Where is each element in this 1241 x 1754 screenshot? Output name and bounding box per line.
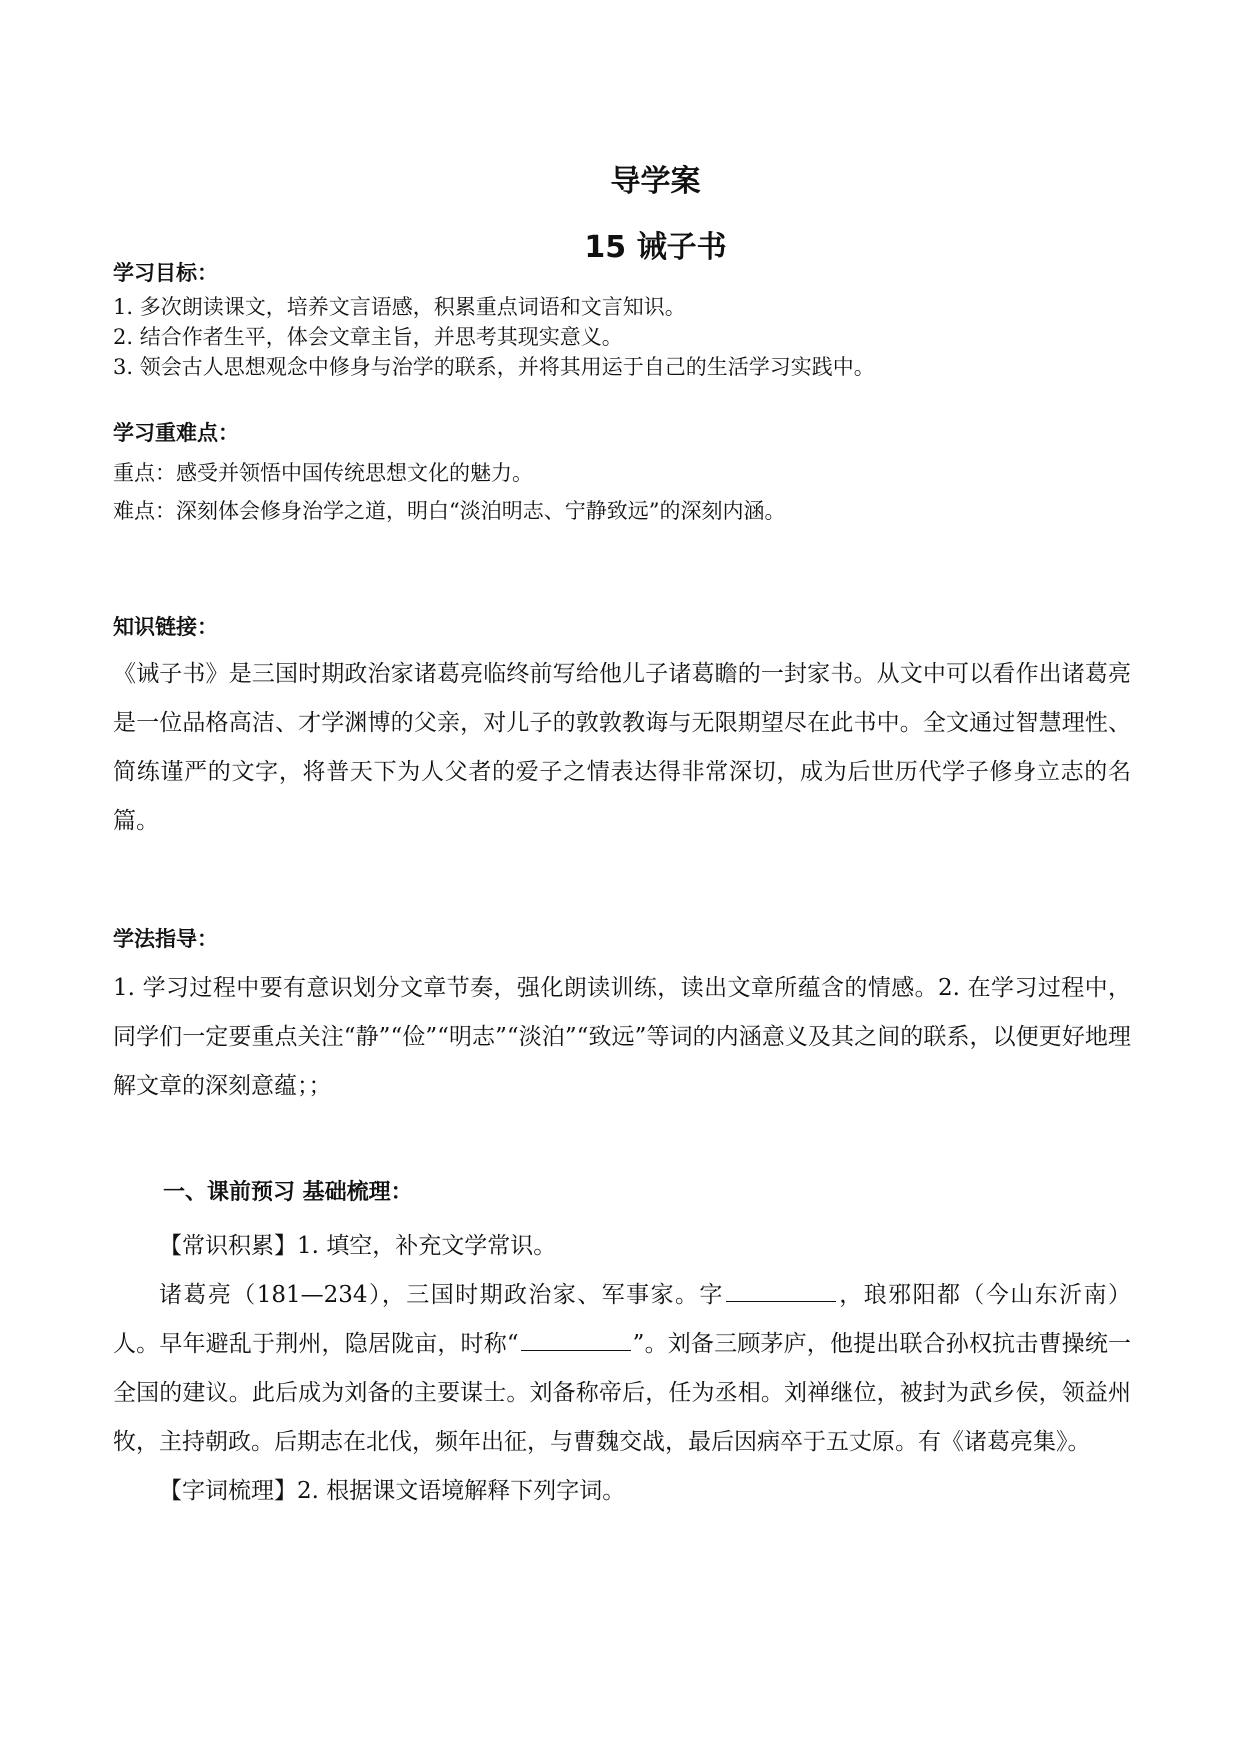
knowledge-section bbox=[113, 612, 1131, 846]
bio-text-1: 诸葛亮（181—234），三国时期政治家、军事家。字 bbox=[159, 1282, 724, 1308]
nickname-blank[interactable] bbox=[521, 1328, 631, 1351]
objective-item: 2. 结合作者生平，体会文章主旨，并思考其现实意义。 bbox=[113, 325, 623, 349]
method-section bbox=[113, 924, 1131, 1111]
biography-paragraph bbox=[113, 1271, 1131, 1467]
page-title: 导学案 bbox=[610, 164, 701, 199]
key-points-section bbox=[113, 418, 1131, 530]
difficulty-line: 难点：深刻体会修身治学之道，明白“淡泊明志、宁静致远”的深刻内涵。 bbox=[113, 499, 786, 523]
focus-line: 重点：感受并领悟中国传统思想文化的魅力。 bbox=[113, 461, 533, 485]
preview-section bbox=[113, 1176, 1131, 1516]
knowledge-question: 【常识积累】1. 填空，补充文学常识。 bbox=[159, 1233, 557, 1259]
knowledge-heading: 知识链接： bbox=[113, 615, 218, 639]
bio-text-2: ，琅邪阳都（今山东沂南）人。早年避乱于荆州，隐居陇亩，时称“ bbox=[113, 1282, 1131, 1357]
bio-text-3: ”。刘备三顾茅庐，他提出联合孙权抗击曹操统一全国的建议。此后成为刘备的主要谋士。刘备称帝后，任为丞相。刘禅继位，被封为武乡侯，领益州牧，主持朝政。后期志在北伐，频年出征，与曹魏交战，最后因病卒于五丈原。有《诸葛亮集》。 bbox=[113, 1331, 1131, 1455]
courtesy-name-blank[interactable] bbox=[726, 1279, 836, 1302]
preview-heading: 一、课前预习 基础梳理： bbox=[163, 1180, 413, 1205]
knowledge-text: 《诫子书》是三国时期政治家诸葛亮临终前写给他儿子诸葛瞻的一封家书。从文中可以看作出诸葛亮是一位品格高洁、才学渊博的父亲，对儿子的敦敦教诲与无限期望尽在此书中。全文通过智慧理性、简练谨严的文字，将普天下为人父者的爱子之情表达得非常深切，成为后世历代学子修身立志的名篇。 bbox=[113, 661, 1131, 834]
lesson-title: 15 诫子书 bbox=[584, 230, 727, 265]
objective-item: 1. 多次朗读课文，培养文言语感，积累重点词语和文言知识。 bbox=[113, 295, 686, 319]
words-question: 【字词梳理】2. 根据课文语境解释下列字词。 bbox=[159, 1478, 626, 1504]
method-heading: 学法指导： bbox=[113, 927, 218, 951]
objective-item: 3. 领会古人思想观念中修身与治学的联系，并将其用运于自己的生活学习实践中。 bbox=[113, 355, 875, 379]
key-points-heading: 学习重难点： bbox=[113, 421, 239, 445]
objectives-heading: 学习目标： bbox=[113, 261, 218, 285]
method-text: 1. 学习过程中要有意识划分文章节奏，强化朗读训练，读出文章所蕴含的情感。2. 在学习过程中，同学们一定要重点关注“静”“俭”“明志”“淡泊”“致远”等词的内涵意义及其之间的联系，以便更好地理解文章的深刻意蕴；； bbox=[113, 975, 1131, 1099]
objectives-section bbox=[113, 258, 1131, 382]
